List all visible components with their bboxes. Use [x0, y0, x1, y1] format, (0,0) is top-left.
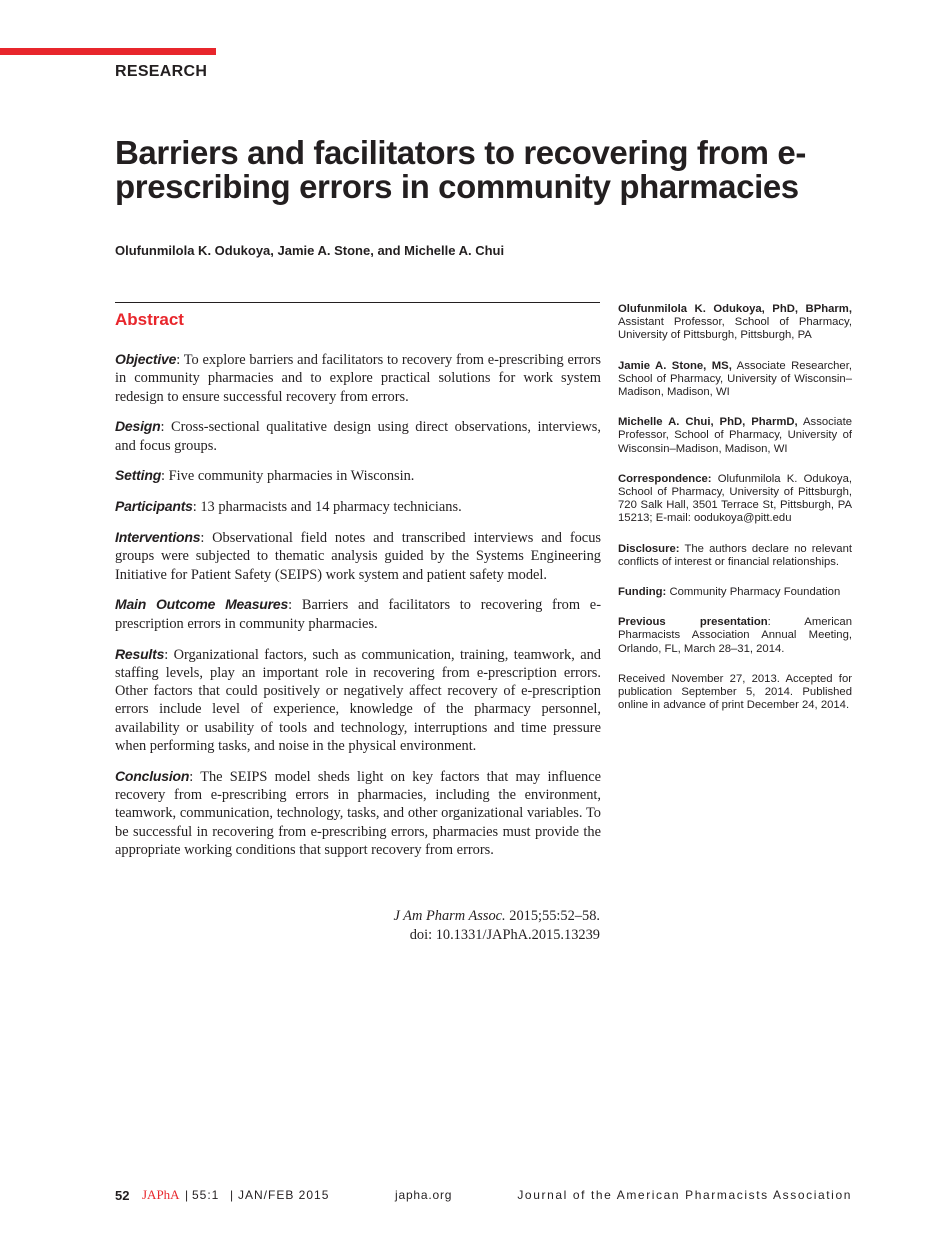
- sidebar-text: Associate Professor, School of Pharmacy, University of Wisconsin–Madison, Madison, WI: [618, 416, 852, 455]
- abstract-label: Results: [115, 645, 165, 662]
- divider: [115, 302, 600, 303]
- sidebar-funding: [618, 586, 852, 599]
- abstract-participants: [115, 497, 601, 516]
- abstract-objective: [115, 350, 601, 406]
- abstract-results: [115, 645, 601, 756]
- abstract-text: : Cross-sectional qualitative design using direct observations, interviews, and focus groups.: [115, 419, 601, 454]
- sidebar-text: Olufunmilola K. Odukoya, School of Pharmacy, University of Pittsburgh, 720 Salk Hall, 3501 Terrace St, Pittsburgh, PA 15213; E-mail: oodukoya@pitt.edu: [618, 472, 852, 525]
- abstract-text: : Organizational factors, such as communication, training, teamwork, and staffing levels, play an important role in recovering from e-prescription errors. Other factors that could positively or negatively affect recovery of e-prescription errors include level of experience, knowledge of the pharmacy personnel, availability or usability of tools and technology, interruptions and time pressure when performing tasks, and noise in the physical environment.: [115, 646, 601, 755]
- abstract-label: Setting: [115, 467, 162, 484]
- sidebar-bold: Jamie A. Stone, MS,: [618, 359, 732, 372]
- sidebar-author-chui: [618, 416, 852, 456]
- abstract-design: [115, 417, 601, 455]
- abstract-body: [115, 350, 601, 871]
- doi[interactable]: doi: 10.1331/JAPhA.2015.13239: [409, 926, 600, 943]
- sidebar-previous-presentation: [618, 616, 852, 656]
- abstract-label: Participants: [115, 498, 193, 515]
- journal-name: Journal of the American Pharmacists Association: [517, 1188, 852, 1202]
- abstract-label: Objective: [115, 351, 177, 367]
- author-info-sidebar: [618, 303, 852, 729]
- citation-reference: [300, 907, 600, 926]
- website-link[interactable]: japha.org: [395, 1188, 453, 1202]
- sidebar-bold: Previous presentation: [618, 616, 768, 629]
- abstract-outcome-measures: [115, 595, 601, 633]
- sidebar-bold: Disclosure:: [618, 542, 680, 555]
- abstract-label: Main Outcome Measures: [115, 596, 289, 613]
- accent-bar: [0, 48, 216, 55]
- abstract-text: : Observational field notes and transcribed interviews and focus groups were subjected to thematic analysis guided by the Systems Engineering Initiative for Patient Safety (SEIPS) work system and patient safety model.: [115, 530, 601, 583]
- abstract-label: Conclusion: [115, 767, 190, 784]
- sidebar-text: Assistant Professor, School of Pharmacy, University of Pittsburgh, Pittsburgh, PA: [618, 316, 852, 342]
- abstract-interventions: [115, 528, 601, 584]
- author-list: Olufunmilola K. Odukoya, Jamie A. Stone, and Michelle A. Chui: [115, 243, 505, 258]
- page-footer: [0, 1188, 930, 1206]
- issue-number: 55:1: [192, 1188, 220, 1202]
- sidebar-bold: Funding:: [618, 586, 667, 599]
- page-number: 52: [115, 1188, 130, 1203]
- sidebar-bold: Olufunmilola K. Odukoya, PhD, BPharm,: [618, 303, 852, 315]
- sidebar-dates: [618, 673, 852, 713]
- sidebar-text: Associate Researcher, School of Pharmacy, University of Wisconsin–Madison, Madison, WI: [618, 359, 852, 399]
- sidebar-disclosure: [618, 543, 852, 569]
- abstract-text: : Barriers and facilitators to recovering from e-prescription errors in community pharmacies.: [115, 597, 601, 632]
- section-label: RESEARCH: [115, 63, 208, 80]
- sidebar-author-odukoya: [618, 303, 852, 343]
- citation-journal: J Am Pharm Assoc.: [393, 908, 506, 924]
- citation: [300, 907, 600, 944]
- abstract-text: : The SEIPS model sheds light on key factors that may influence recovery from e-prescribing errors in pharmacies, including the environment, teamwork, communication, technology, tasks, and other organizational variables. To be successful in recovering from e-prescribing errors, pharmacies must provide the appropriate working conditions that support recovery from errors.: [115, 768, 601, 859]
- abstract-text: : To explore barriers and facilitators to recovery from e-prescribing errors in community pharmacies and to explore practical solutions for work system redesign to ensure successful recovery from errors.: [115, 352, 601, 405]
- abstract-setting: [115, 466, 601, 485]
- abstract-label: Design: [115, 418, 161, 435]
- footer-separator: |: [230, 1188, 234, 1202]
- abstract-label: Interventions: [115, 529, 201, 546]
- abstract-conclusion: [115, 767, 601, 859]
- footer-separator: |: [185, 1188, 189, 1202]
- sidebar-correspondence: [618, 473, 852, 526]
- abstract-heading: Abstract: [115, 310, 184, 329]
- sidebar-text: The authors declare no relevant conflicts of interest or financial relationships.: [618, 542, 852, 568]
- sidebar-bold: Correspondence:: [618, 472, 712, 485]
- sidebar-text: : American Pharmacists Association Annual Meeting, Orlando, FL, March 28–31, 2014.: [618, 616, 852, 655]
- abstract-text: : 13 pharmacists and 14 pharmacy technicians.: [192, 499, 462, 516]
- sidebar-author-stone: [618, 360, 852, 400]
- abstract-text: : Five community pharmacies in Wisconsin.: [161, 468, 415, 485]
- sidebar-bold: Michelle A. Chui, PhD, PharmD,: [618, 416, 798, 429]
- journal-logo: JAPhA: [142, 1187, 180, 1202]
- issue-date: JAN/FEB 2015: [238, 1188, 330, 1202]
- article-title: Barriers and facilitators to recovering from e-prescribing errors in community pharmacies: [115, 134, 806, 205]
- sidebar-text: Received November 27, 2013. Accepted for publication September 5, 2014. Published online in advance of print December 24, 2014.: [618, 672, 852, 712]
- sidebar-text: Community Pharmacy Foundation: [666, 586, 841, 599]
- citation-volume: 2015;55:52–58.: [505, 908, 600, 924]
